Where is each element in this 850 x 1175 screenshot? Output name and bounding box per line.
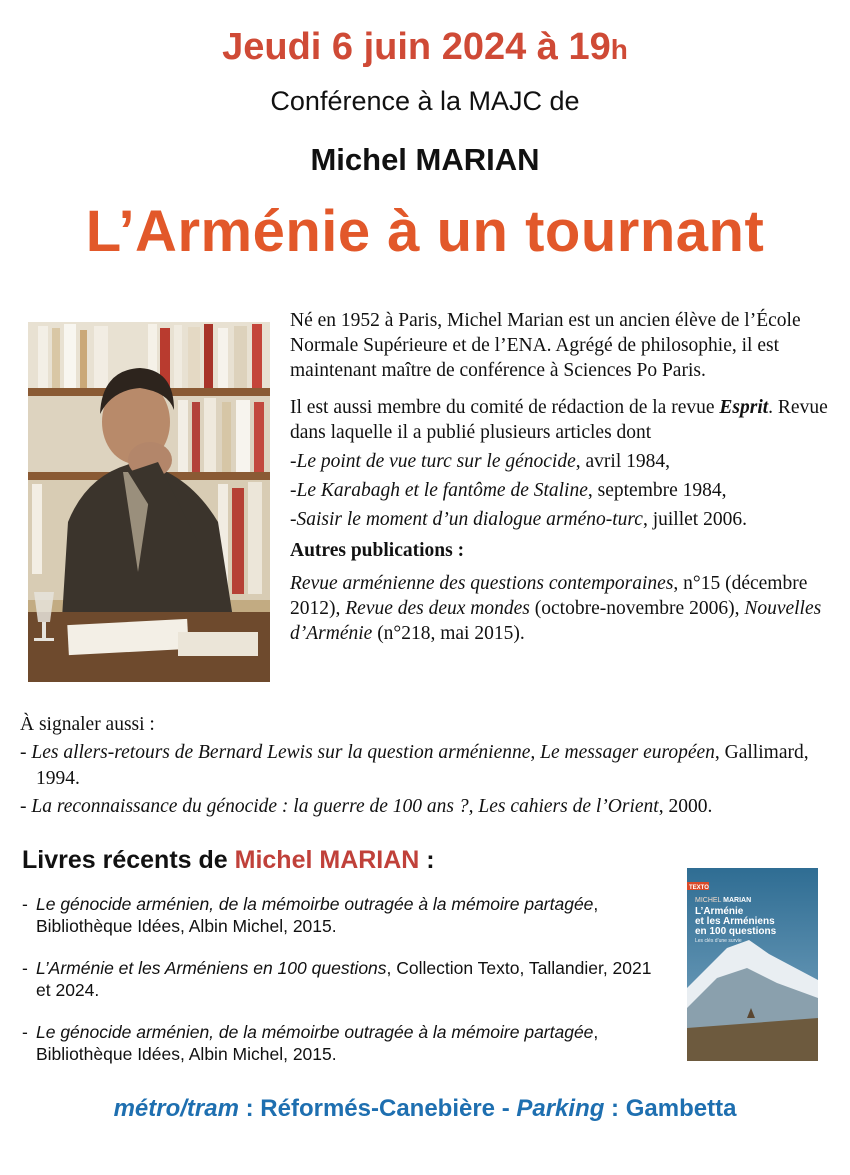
event-date-text: Jeudi 6 juin 2024 à 19: [222, 26, 611, 68]
article-title: Saisir le moment d’un dialogue arméno-turc: [296, 509, 643, 530]
bio-paragraph-2: [290, 395, 830, 445]
cover-title-line1: L’Arménie: [695, 906, 744, 917]
also-section: [20, 712, 835, 820]
separator: -: [495, 1095, 517, 1122]
cover-series: TEXTO: [689, 885, 709, 891]
cover-author-first: MICHEL: [695, 897, 722, 904]
article-item: [290, 507, 830, 532]
publication-title: Revue arménienne des questions contemporaines: [290, 573, 674, 594]
transport-label: métro/tram: [113, 1095, 239, 1122]
book-item: - L’Arménie et les Arméniens en 100 questions, Collection Texto, Tallandier, 2021 et 2024.: [22, 958, 652, 1000]
article-date: , septembre 1984,: [587, 480, 727, 501]
cover-subtitle: Les clés d’une survie: [695, 938, 742, 944]
cover-author-last: MARIAN: [723, 897, 752, 904]
also-heading: À signaler aussi :: [20, 714, 155, 735]
parking-location: Gambetta: [625, 1095, 737, 1122]
book-details: , Bibliothèque Idées, Albin Michel, 2015.: [36, 894, 599, 936]
article-dash: -: [290, 509, 297, 530]
also-item-details: , 2000.: [658, 796, 713, 817]
cover-title-line2: et les Arméniens: [695, 916, 775, 927]
other-publications-text: [290, 571, 830, 646]
also-item-title: La reconnaissance du génocide : la guerre de 100 ans ?, Les cahiers de l’Orient: [31, 796, 659, 817]
article-title: Le Karabagh et le fantôme de Staline: [296, 480, 588, 501]
book-title: Le génocide arménien, de la mémoirbe outragée à la mémoire partagée: [36, 1022, 594, 1042]
access-info: [0, 1095, 850, 1123]
bio-paragraph-1: Né en 1952 à Paris, Michel Marian est un ancien élève de l’École Normale Supérieure et de l’ENA. Agrégé de philosophie, il est maintenant maître de conférence à Sciences Po Paris.: [290, 310, 801, 381]
conference-title: L’Arménie à un tournant: [85, 199, 765, 264]
publication-details: , n°15 (décembre 2012),: [290, 573, 808, 619]
article-item: [290, 478, 830, 503]
journal-name: Esprit: [719, 397, 769, 418]
also-item: - Les allers-retours de Bernard Lewis sur la question arménienne, Le messager européen, Gallimard, 1994.: [20, 742, 809, 789]
conference-subtitle: Conférence à la MAJC de: [270, 86, 580, 116]
parking-label: Parking: [516, 1095, 605, 1122]
book-details: , Bibliothèque Idées, Albin Michel, 2015.: [36, 1022, 599, 1064]
also-item: - La reconnaissance du génocide : la guerre de 100 ans ?, Les cahiers de l’Orient, 2000.: [20, 796, 713, 817]
separator: :: [604, 1095, 626, 1122]
cover-author: [695, 897, 751, 904]
article-date: , avril 1984,: [575, 451, 670, 472]
book-details: , Collection Texto, Tallandier, 2021 et 2024.: [36, 958, 652, 1000]
also-item-title: Les allers-retours de Bernard Lewis sur la question arménienne, Le messager européen: [31, 742, 715, 763]
article-date: , juillet 2006.: [642, 509, 747, 530]
book-cover-image: [687, 868, 818, 1061]
article-list: [290, 449, 830, 532]
article-item: [290, 449, 830, 474]
publication-title: Nouvelles d’Arménie: [290, 598, 822, 644]
publication-details: (n°218, mai 2015).: [372, 623, 525, 644]
event-date: [0, 26, 850, 69]
article-title: Le point de vue turc sur le génocide: [296, 451, 576, 472]
books-heading: [22, 846, 435, 875]
publication-details: (octobre-novembre 2006),: [529, 598, 745, 619]
books-list: [22, 893, 662, 1085]
publication-title: Revue des deux mondes: [345, 598, 530, 619]
speaker-name: Michel MARIAN: [310, 142, 540, 177]
article-dash: -: [290, 480, 297, 501]
books-heading-name: Michel MARIAN: [234, 846, 420, 874]
other-publications-heading: Autres publications :: [290, 540, 465, 561]
book-item: - Le génocide arménien, de la mémoirbe outragée à la mémoire partagée, Bibliothèque Idées, Albin Michel, 2015.: [22, 894, 599, 936]
book-item: - Le génocide arménien, de la mémoirbe outragée à la mémoire partagée, Bibliothèque Idées, Albin Michel, 2015.: [22, 1022, 599, 1064]
bio-p2-end: . Revue dans laquelle il a publié plusieurs articles dont: [290, 397, 828, 443]
book-title: Le génocide arménien, de la mémoirbe outragée à la mémoire partagée: [36, 894, 594, 914]
article-dash: -: [290, 451, 297, 472]
event-hour-suffix: h: [610, 34, 628, 65]
book-title: L’Arménie et les Arméniens en 100 questions: [36, 958, 387, 978]
books-heading-end: :: [419, 846, 435, 874]
books-heading-start: Livres récents de: [22, 846, 235, 874]
also-item-details: , Gallimard, 1994.: [36, 742, 809, 789]
speaker-photo: [28, 322, 270, 682]
speaker-bio: [290, 308, 830, 646]
cover-title-line3: en 100 questions: [695, 926, 777, 937]
separator: :: [238, 1095, 261, 1122]
bio-p2-start: Il est aussi membre du comité de rédaction de la revue: [290, 397, 720, 418]
transport-stop: Réformés-Canebière: [260, 1095, 496, 1122]
